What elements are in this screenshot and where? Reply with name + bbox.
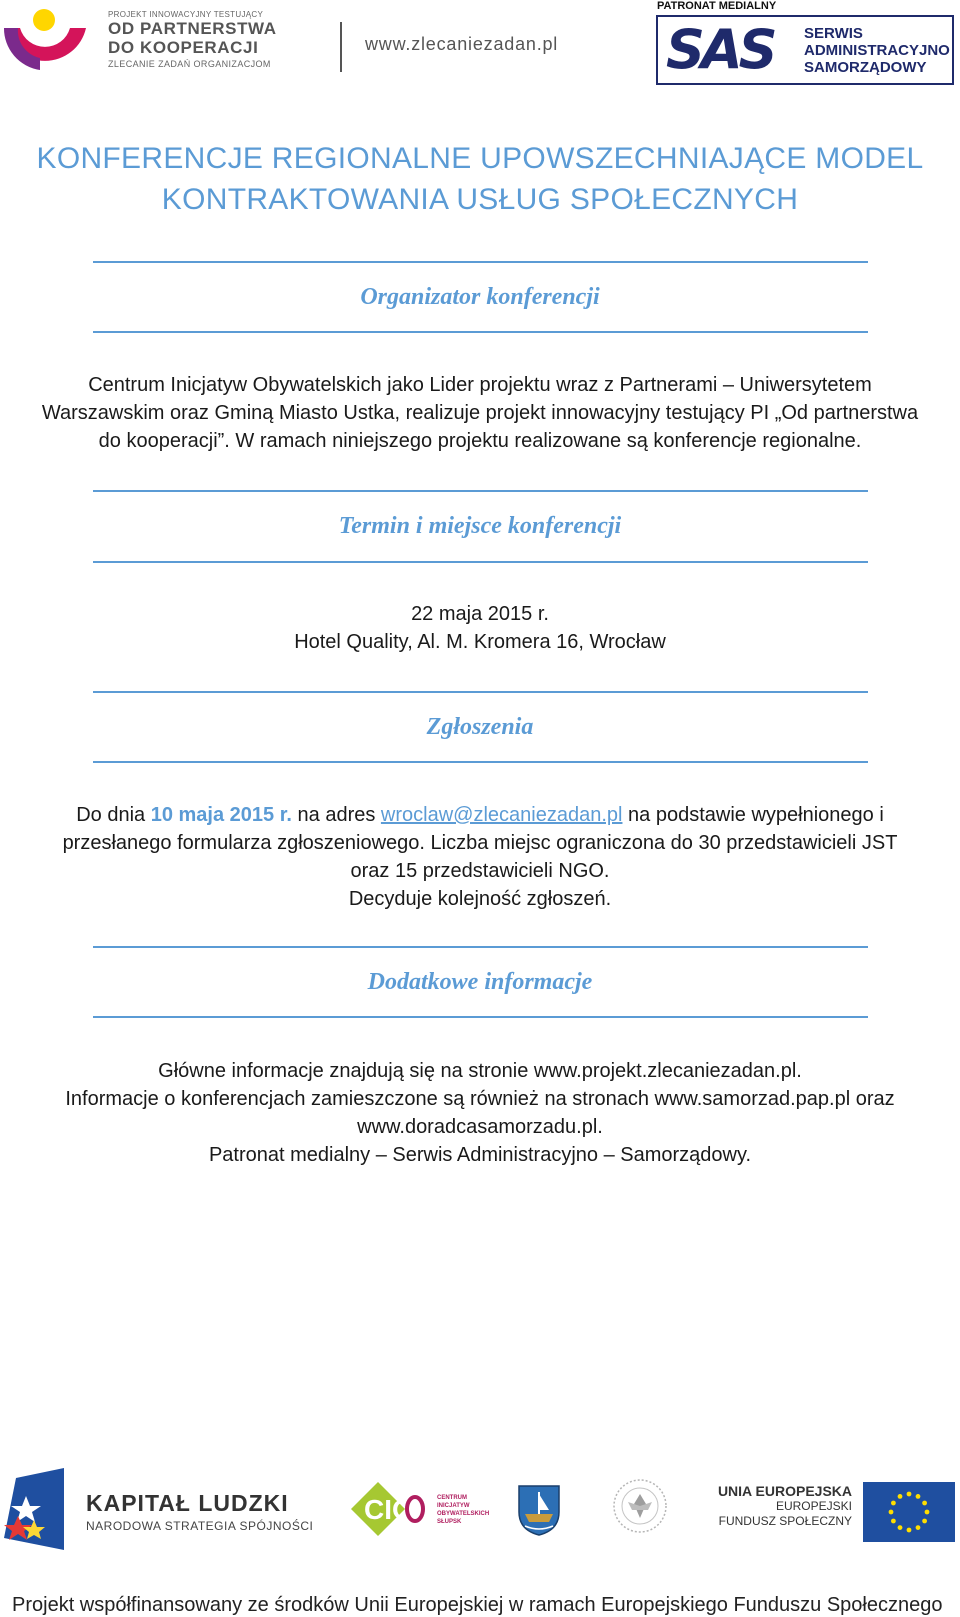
zgloszenia-deadline: 10 maja 2015 r.: [150, 804, 292, 826]
section-divider: [93, 1016, 868, 1018]
dodatkowe-text: [0, 1057, 960, 1169]
zgloszenia-text: [0, 801, 960, 913]
sas-line3: SAMORZĄDOWY: [804, 59, 927, 76]
cio-letter-c: CIO: [364, 1494, 414, 1525]
page-title-line1: KONFERENCJE REGIONALNE UPOWSZECHNIAJĄCE MODEL: [36, 142, 924, 175]
site-url[interactable]: www.zlecaniezadan.pl: [365, 34, 559, 54]
dodatkowe-line4: Patronat medialny – Serwis Administracyjno – Samorządowy.: [208, 1144, 752, 1166]
project-logo-sub: ZLECANIE ZADAŃ ORGANIZACJOM: [108, 59, 271, 69]
sas-logo: [656, 15, 954, 85]
sas-text: [804, 25, 950, 76]
dodatkowe-line2: Informacje o konferencjach zamieszczone są również na stronach www.samorzad.pap.pl oraz: [65, 1088, 895, 1110]
project-logo-text: [108, 10, 277, 69]
cio-line3: OBYWATELSKICH: [437, 1511, 490, 1517]
cio-logo-icon: [349, 1480, 437, 1538]
project-logo-line2: DO KOOPERACJI: [108, 38, 259, 57]
section-title-dodatkowe: Dodatkowe informacje: [367, 969, 593, 995]
sas-letters: SAS: [666, 18, 774, 81]
cio-line2: INICJATYW: [437, 1503, 470, 1509]
termin-text: [0, 600, 960, 656]
section-divider: [93, 331, 868, 333]
section-title-termin: Termin i miejsce konferencji: [338, 513, 622, 539]
zgloszenia-line3: oraz 15 przedstawicieli NGO.: [350, 860, 610, 882]
kapital-ludzki-text: [86, 1490, 313, 1533]
zgloszenia-mid: na adres: [297, 804, 376, 826]
section-title-organizator: Organizator konferencji: [360, 284, 600, 310]
zgloszenia-prefix: Do dnia: [76, 804, 146, 826]
organizator-text: [0, 371, 960, 455]
zgloszenia-suffix: na podstawie wypełnionego i: [628, 804, 884, 826]
ue-line2: FUNDUSZ SPOŁECZNY: [718, 1514, 852, 1528]
dodatkowe-line1: Główne informacje znajdują się na stronie www.projekt.zlecaniezadan.pl.: [158, 1060, 802, 1082]
university-warsaw-logo-icon: [612, 1476, 668, 1538]
cio-line1: CENTRUM: [437, 1495, 467, 1501]
header-divider: [340, 22, 342, 72]
section-divider: [93, 761, 868, 763]
sas-line1: SERWIS: [804, 25, 863, 42]
cio-text: [437, 1494, 489, 1526]
eu-flag-icon: [863, 1482, 955, 1542]
section-divider: [93, 946, 868, 948]
ustka-coat-of-arms-icon: [517, 1484, 561, 1536]
kapital-ludzki-logo-icon: [4, 1468, 66, 1550]
termin-date: 22 maja 2015 r.: [411, 603, 549, 625]
section-divider: [93, 261, 868, 263]
dodatkowe-line3: www.doradcasamorzadu.pl.: [357, 1116, 603, 1138]
patronat-label: PATRONAT MEDIALNY: [657, 0, 777, 12]
project-logo-line1: OD PARTNERSTWA: [108, 19, 277, 38]
cofinancing-note: Projekt współfinansowany ze środków Unii Europejskiej w ramach Europejskiego Funduszu Społecznego: [12, 1594, 943, 1616]
ue-title: UNIA EUROPEJSKA: [717, 1483, 852, 1499]
kapital-ludzki-subtitle: NARODOWA STRATEGIA SPÓJNOŚCI: [86, 1519, 314, 1533]
sas-line2: ADMINISTRACYJNO: [804, 42, 950, 59]
section-title-zgloszenia: Zgłoszenia: [426, 714, 534, 740]
project-logo-icon: [0, 2, 100, 76]
termin-place: Hotel Quality, Al. M. Kromera 16, Wrocław: [294, 631, 666, 653]
kapital-ludzki-title: KAPITAŁ LUDZKI: [86, 1490, 289, 1516]
cio-line4: SŁUPSK: [437, 1519, 462, 1525]
organizator-line1: Centrum Inicjatyw Obywatelskich jako Lider projektu wraz z Partnerami – Uniwersytetem: [88, 374, 872, 396]
organizator-line3: do kooperacji”. W ramach niniejszego projektu realizowane są konferencje regionalne.: [98, 430, 862, 452]
zgloszenia-line4: Decyduje kolejność zgłoszeń.: [348, 888, 612, 910]
section-divider: [93, 691, 868, 693]
page-title-line2: KONTRAKTOWANIA USŁUG SPOŁECZNYCH: [161, 183, 799, 216]
zgloszenia-line1: [0, 801, 960, 829]
section-divider: [93, 490, 868, 492]
ue-line1: EUROPEJSKI: [775, 1499, 852, 1513]
ue-text: [700, 1483, 852, 1529]
organizator-line2: Warszawskim oraz Gminą Miasto Ustka, realizuje projekt innowacyjny testujący PI „Od partnerstwa: [41, 402, 919, 424]
project-logo-small: PROJEKT INNOWACYJNY TESTUJĄCY: [108, 10, 264, 19]
zgloszenia-line2: przesłanego formularza zgłoszeniowego. Liczba miejsc ograniczona do 30 przedstawicieli JST: [62, 832, 898, 854]
page-title: [0, 138, 960, 220]
section-divider: [93, 561, 868, 563]
email-link[interactable]: wroclaw@zlecaniezadan.pl: [380, 804, 623, 826]
